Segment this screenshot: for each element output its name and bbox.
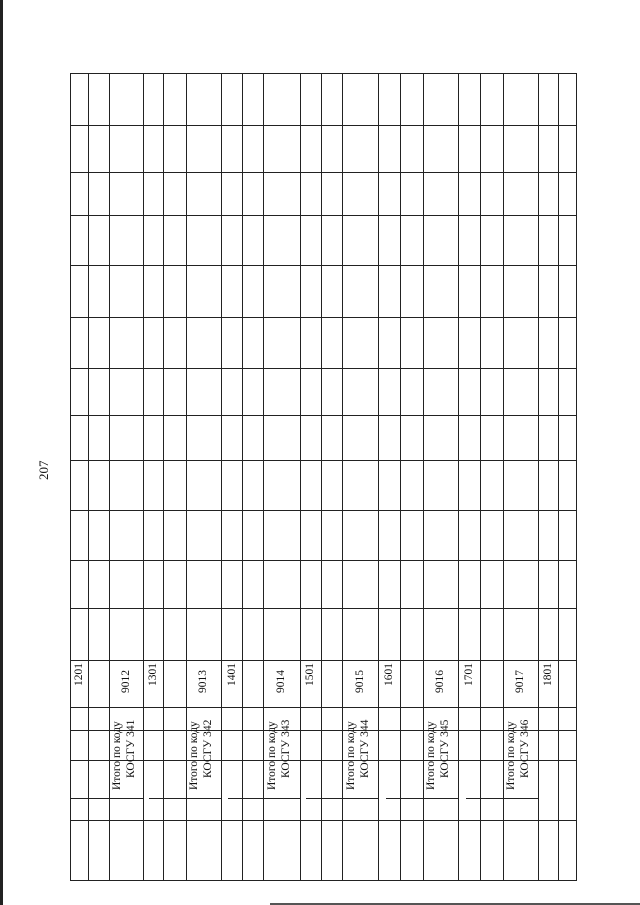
column-divider [70,368,576,369]
row-code: 9016 [434,670,446,693]
row-code: 9014 [275,670,287,693]
row-code: 9012 [120,670,132,693]
row-divider [538,73,539,880]
row-divider [558,73,559,880]
column-divider [70,460,576,461]
table-border-right [576,73,577,880]
total-label-line1: Итого по коду [266,721,278,790]
table-border-top [70,73,577,74]
row-divider [163,73,164,880]
row-code: 1501 [304,663,316,686]
column-divider [70,215,576,216]
row-code: 1801 [542,663,554,686]
total-label-line2: КОСГУ 342 [202,719,214,778]
row-code: 9017 [514,670,526,693]
row-divider [342,73,343,880]
total-label-line2: КОСГУ 341 [125,719,137,778]
total-label-line2: КОСГУ 346 [519,719,531,778]
row-code: 9013 [197,670,209,693]
total-label-line2: КОСГУ 345 [439,719,451,778]
column-divider [70,510,576,511]
row-code: 9015 [354,670,366,693]
total-label-line2: КОСГУ 343 [280,719,292,778]
row-code: 1401 [226,663,238,686]
page-number: 207 [36,460,51,480]
column-divider [70,415,576,416]
row-divider [423,73,424,880]
row-divider [109,73,110,880]
total-label-line1: Итого по коду [505,721,517,790]
row-code: 1701 [463,663,475,686]
table-border-bottom [70,880,577,881]
group-divider [71,798,143,799]
subcell-divider [538,730,576,731]
group-divider [149,798,221,799]
total-label-line1: Итого по коду [345,721,357,790]
row-divider [378,73,379,880]
row-divider [480,73,481,880]
column-divider [70,317,576,318]
group-divider [306,798,378,799]
name-section-divider [70,820,576,821]
row-divider [88,73,89,880]
total-label-line2: КОСГУ 344 [359,719,371,778]
column-divider [70,172,576,173]
row-divider [242,73,243,880]
total-label-line1: Итого по коду [188,721,200,790]
total-label-line1: Итого по коду [111,721,123,790]
group-divider [386,798,458,799]
group-divider [466,798,538,799]
column-divider [70,265,576,266]
column-divider [70,560,576,561]
row-divider [221,73,222,880]
row-code: 1301 [147,663,159,686]
row-code: 1201 [73,663,85,686]
row-divider [143,73,144,880]
subcell-divider [538,760,576,761]
row-divider [321,73,322,880]
total-label-line1: Итого по коду [425,721,437,790]
column-divider [70,660,576,661]
row-divider [400,73,401,880]
row-code: 1601 [383,663,395,686]
row-divider [263,73,264,880]
column-divider [70,608,576,609]
row-divider [186,73,187,880]
row-divider [300,73,301,880]
row-divider [458,73,459,880]
column-divider [70,707,576,708]
table-border-left [70,73,71,880]
group-divider [228,798,300,799]
page-left-edge [0,0,3,905]
column-divider [70,125,576,126]
row-divider [503,73,504,880]
